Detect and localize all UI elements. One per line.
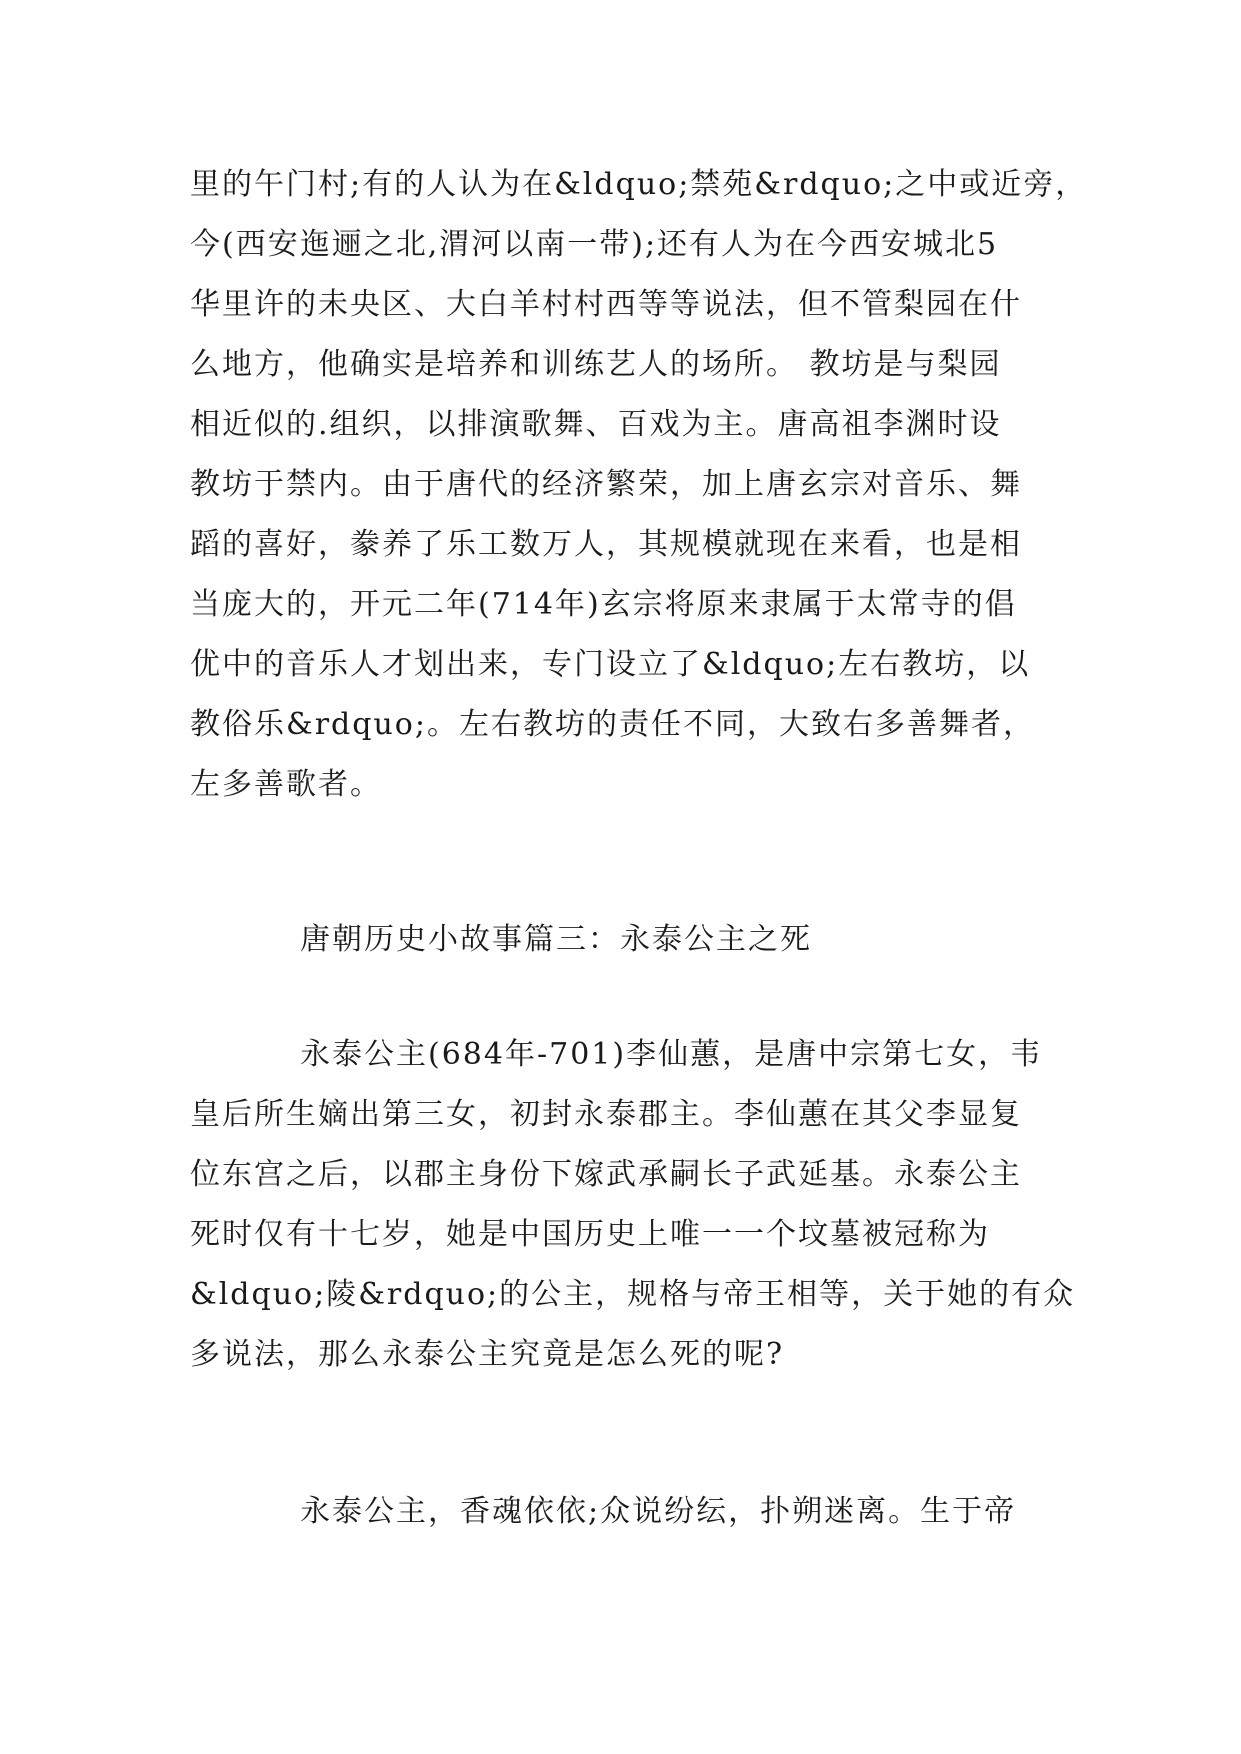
paragraph-1-line: 蹈的喜好，豢养了乐工数万人，其规模就现在来看，也是相 [190,527,1022,562]
paragraph-2-line: 永泰公主(684年-701)李仙蕙，是唐中宗第七女，韦 [300,1037,1043,1072]
paragraph-1-line: 今(西安迤逦之北,渭河以南一带);还有人为在今西安城北5 [190,227,999,262]
paragraph-1-line: 里的午门村;有的人认为在&ldquo;禁苑&rdquo;之中或近旁， [190,167,1088,202]
paragraph-2-line: 位东宫之后，以郡主身份下嫁武承嗣长子武延基。永泰公主 [190,1157,1022,1192]
paragraph-1-line: 么地方，他确实是培养和训练艺人的场所。 教坊是与梨园 [190,347,1002,382]
paragraph-2-line: &ldquo;陵&rdquo;的公主，规格与帝王相等，关于她的有众 [190,1277,1076,1312]
paragraph-1-line: 相近似的.组织，以排演歌舞、百戏为主。唐高祖李渊时设 [190,407,1002,442]
paragraph-1-line: 教俗乐&rdquo;。左右教坊的责任不同，大致右多善舞者， [190,707,1035,742]
paragraph-2-line: 死时仅有十七岁，她是中国历史上唯一一个坟墓被冠称为 [190,1217,990,1252]
paragraph-2-line: 多说法，那么永泰公主究竟是怎么死的呢? [190,1337,785,1372]
section-heading-text: 唐朝历史小故事篇三：永泰公主之死 [300,922,812,957]
paragraph-1-line: 当庞大的，开元二年(714年)玄宗将原来隶属于太常寺的倡 [190,587,1017,622]
paragraph-1 [190,155,1088,815]
section-heading [190,910,1070,970]
paragraph-1-line: 优中的音乐人才划出来，专门设立了&ldquo;左右教坊，以 [190,647,1031,682]
paragraph-1-line: 教坊于禁内。由于唐代的经济繁荣，加上唐玄宗对音乐、舞 [190,467,1022,502]
paragraph-1-line: 左多善歌者。 [190,767,382,802]
paragraph-3 [190,1482,1070,1542]
paragraph-1-line: 华里许的未央区、大白羊村村西等等说法，但不管梨园在什 [190,287,1022,322]
paragraph-2 [190,1025,1076,1385]
paragraph-2-line: 皇后所生嫡出第三女，初封永泰郡主。李仙蕙在其父李显复 [190,1097,1022,1132]
paragraph-3-line: 永泰公主，香魂依依;众说纷纭，扑朔迷离。生于帝 [300,1494,1017,1529]
